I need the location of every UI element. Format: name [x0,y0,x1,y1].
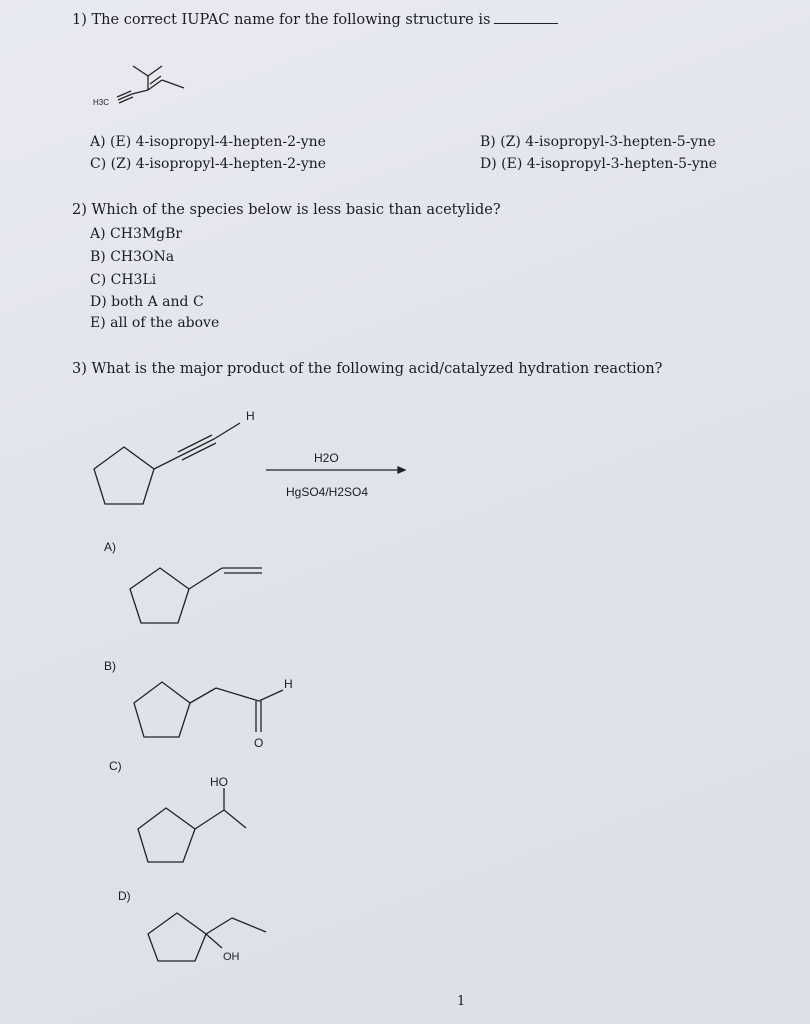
choice-b-h-label: H [284,677,293,691]
q3-choice-c-label[interactable]: C) [109,759,122,773]
q1-option-b[interactable]: B) (Z) 4-isopropyl-3-hepten-5-yne [480,134,716,150]
reagent-water: H2O [314,451,339,465]
q1-option-a[interactable]: A) (E) 4-isopropyl-4-hepten-2-yne [90,134,326,150]
q2-option-d[interactable]: D) both A and C [90,294,204,310]
q1-option-c[interactable]: C) (Z) 4-isopropyl-4-hepten-2-yne [90,156,327,172]
q2-option-c[interactable]: C) CH3Li [90,272,157,288]
alkyne-h-label: H [246,409,255,423]
q2-option-a[interactable]: A) CH3MgBr [90,226,183,242]
choice-d-oh-label: OH [223,951,240,963]
q1-h3c-label: H3C [93,98,110,107]
choice-b-o-label: O [254,736,264,750]
reagent-catalyst: HgSO4/H2SO4 [286,485,369,499]
q2-option-e[interactable]: E) all of the above [90,315,220,331]
q2-prompt: 2) Which of the species below is less basic than acetylide? [72,202,501,218]
q3-choice-d-label[interactable]: D) [118,889,131,903]
choice-c-ho-label: HO [210,775,228,789]
page-number: 1 [457,994,466,1009]
q3-prompt: 3) What is the major product of the following acid/catalyzed hydration reaction? [72,361,663,377]
q1-option-d[interactable]: D) (E) 4-isopropyl-3-hepten-5-yne [480,156,718,172]
q3-choice-a-label[interactable]: A) [104,540,116,554]
q3-choice-b-label[interactable]: B) [104,659,116,673]
q1-prompt: 1) The correct IUPAC name for the following structure is [72,12,558,28]
q2-option-b[interactable]: B) CH3ONa [90,249,175,265]
